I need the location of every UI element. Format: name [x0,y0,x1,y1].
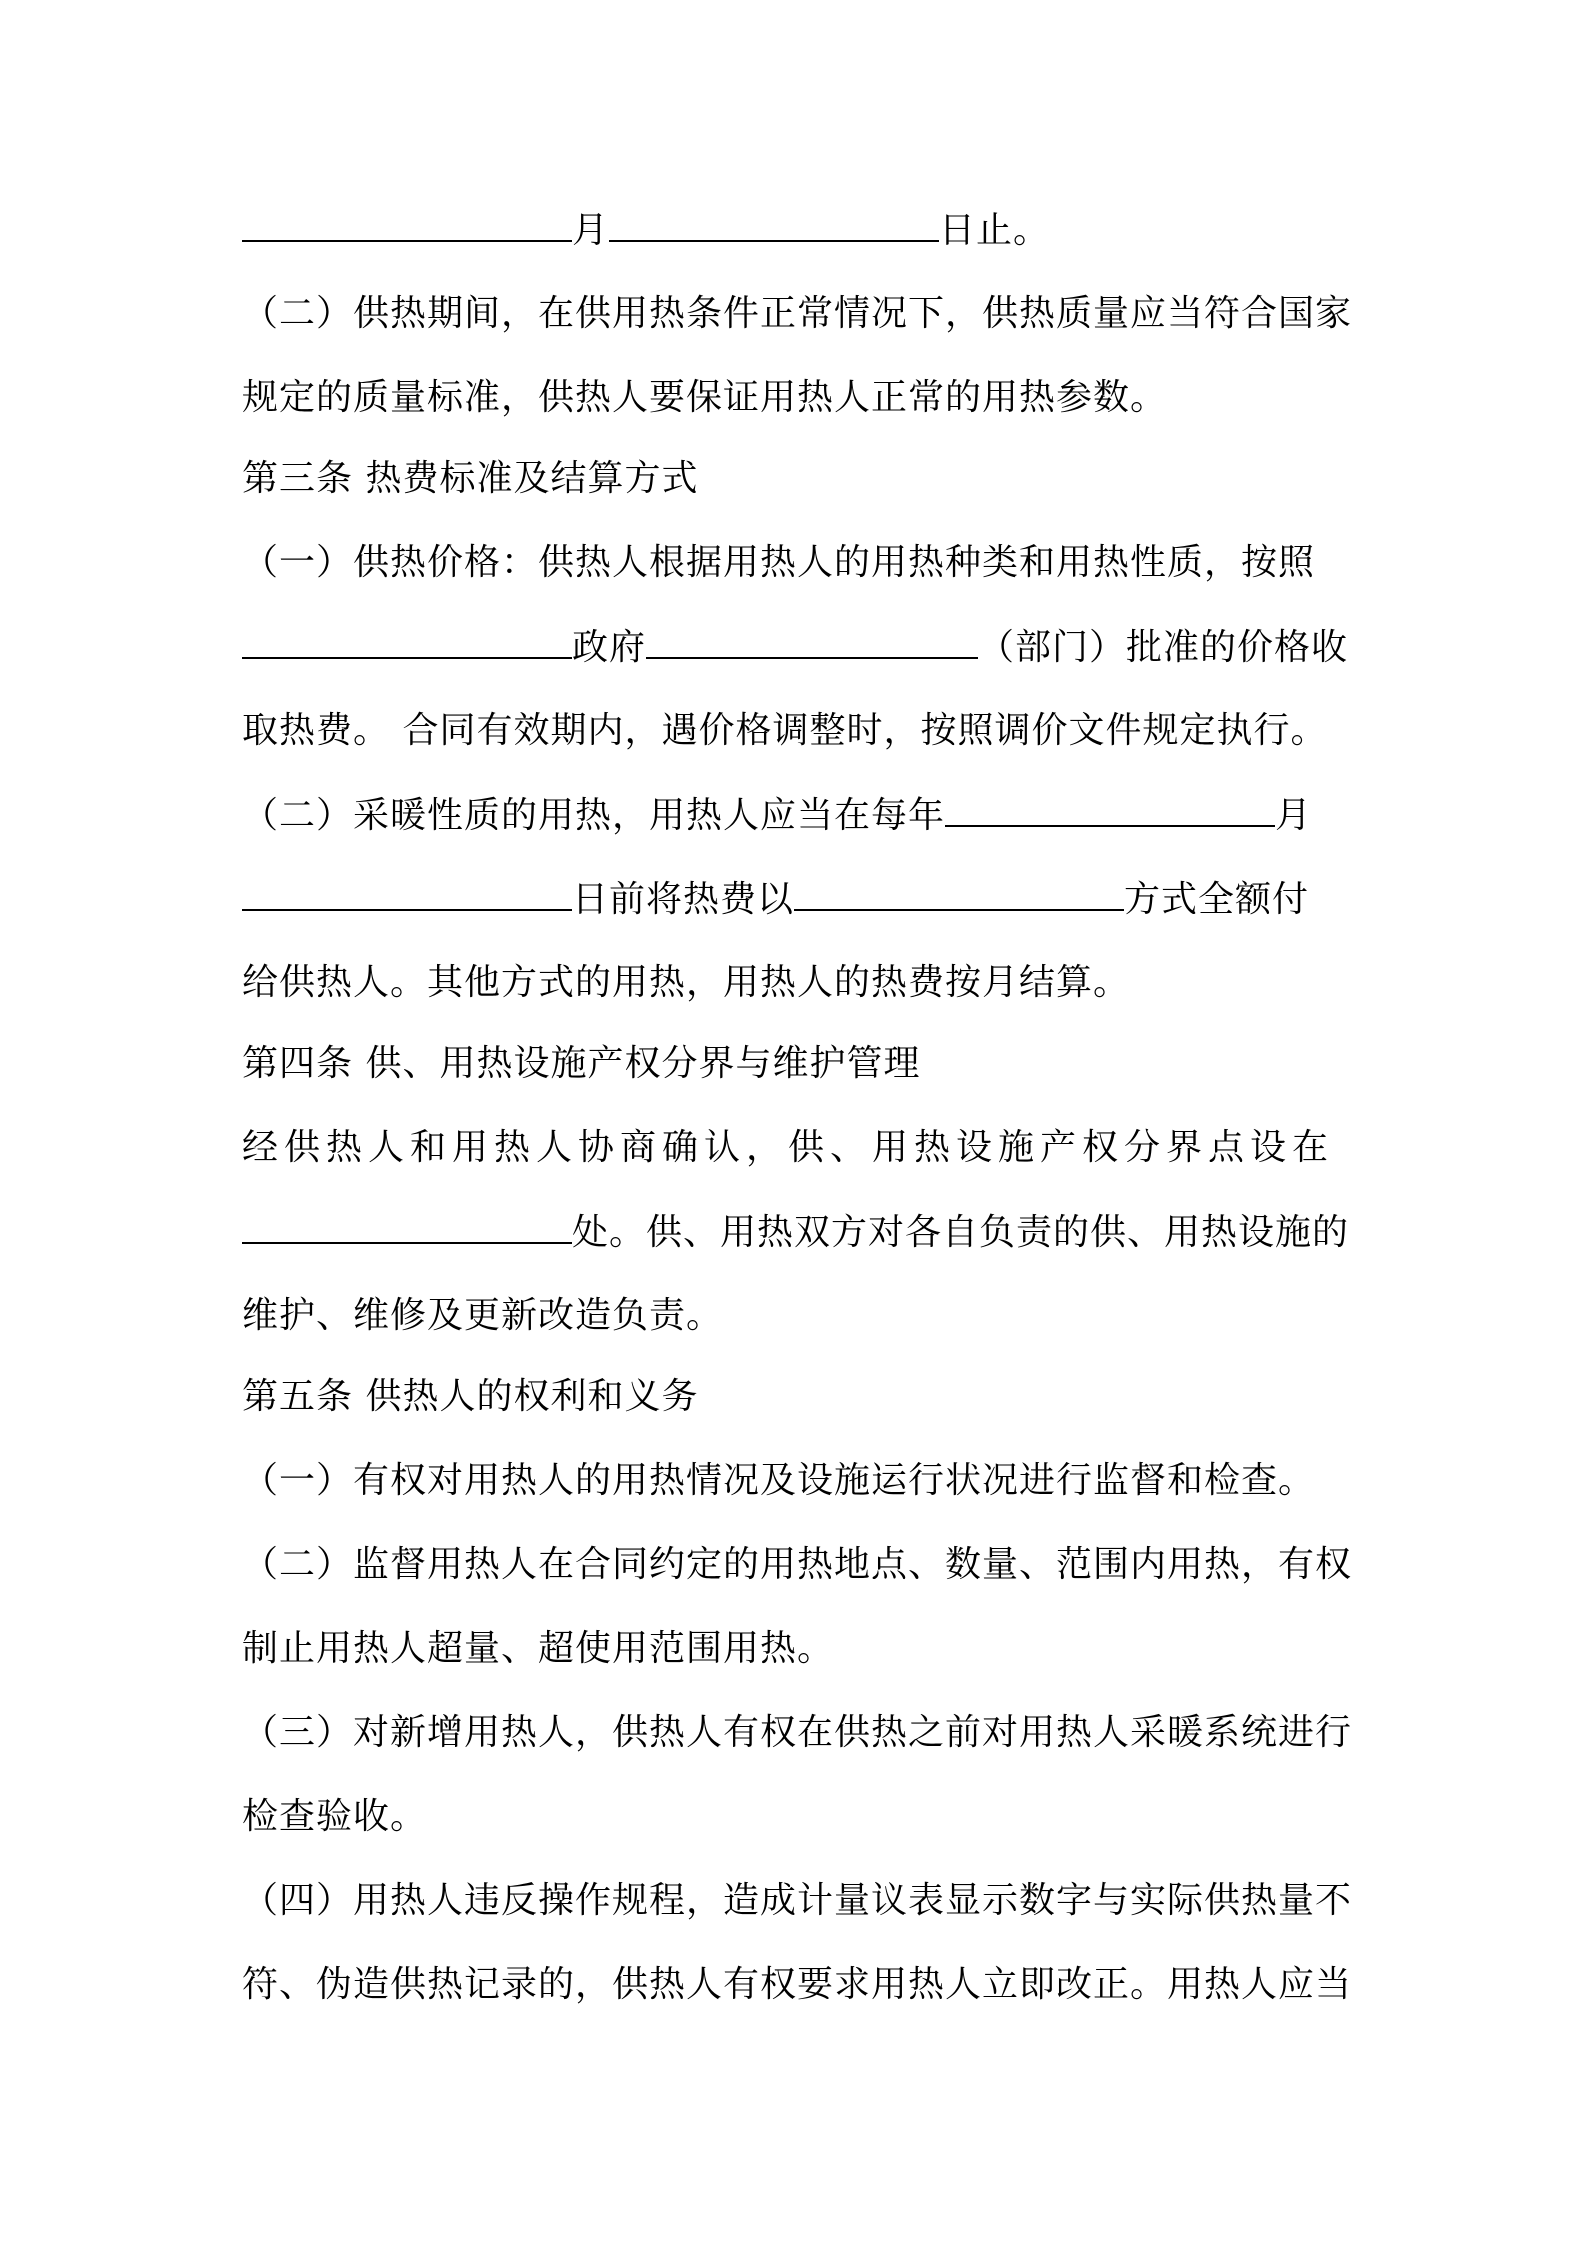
text-segment: （部门）批准的价格收 [978,627,1349,668]
paragraph-line: 符、伪造供热记录的，供热人有权要求用热人立即改正。用热人应当 [242,1964,1353,2005]
text-segment: 方式全额付 [1124,879,1310,920]
line-payment-method [242,869,1354,929]
line-price-authority [242,617,1354,677]
paragraph-line: （二）供热期间，在供用热条件正常情况下，供热质量应当符合国家 [242,293,1353,334]
blank-field[interactable] [242,617,572,659]
paragraph-line: 检查验收。 [242,1796,428,1837]
line-payment-date [242,785,1354,845]
blank-field[interactable] [242,1202,572,1244]
paragraph-line: （一）供热价格：供热人根据用热人的用热种类和用热性质，按照 [242,542,1316,583]
paragraph-line: 制止用热人超量、超使用范围用热。 [242,1628,835,1669]
paragraph-line: （三）对新增用热人，供热人有权在供热之前对用热人采暖系统进行 [242,1712,1353,1753]
article-heading: 第三条 热费标准及结算方式 [242,458,699,499]
blank-field[interactable] [646,617,978,659]
line-date-end [242,200,1354,260]
text-segment: 处。供、用热双方对各自负责的供、用热设施的 [572,1212,1350,1253]
paragraph-line: 维护、维修及更新改造负责。 [242,1295,724,1336]
paragraph-line: 经供热人和用热人协商确认，供、用热设施产权分界点设在 [242,1127,1335,1168]
blank-field[interactable] [242,200,572,242]
blank-field[interactable] [945,785,1275,827]
text-segment: （二）采暖性质的用热，用热人应当在每年 [242,795,946,836]
paragraph-line: （四）用热人违反操作规程，造成计量议表显示数字与实际供热量不 [242,1880,1353,1921]
article-heading: 第四条 供、用热设施产权分界与维护管理 [242,1043,921,1084]
blank-field[interactable] [794,869,1124,911]
text-segment: 日止。 [939,210,1051,251]
blank-field[interactable] [609,200,939,242]
text-segment: 月 [572,210,610,251]
text-segment: 政府 [572,627,647,668]
text-segment: 日前将热费以 [572,879,795,920]
paragraph-line: （一）有权对用热人的用热情况及设施运行状况进行监督和检查。 [242,1460,1316,1501]
text-segment: 月 [1275,795,1313,836]
paragraph-line: （二）监督用热人在合同约定的用热地点、数量、范围内用热，有权 [242,1544,1353,1585]
paragraph-line: 取热费。 合同有效期内，遇价格调整时，按照调价文件规定执行。 [242,710,1328,751]
paragraph-line: 给供热人。其他方式的用热，用热人的热费按月结算。 [242,962,1131,1003]
blank-field[interactable] [242,869,572,911]
paragraph-line: 规定的质量标准，供热人要保证用热人正常的用热参数。 [242,377,1168,418]
line-boundary-point [242,1202,1354,1262]
article-heading: 第五条 供热人的权利和义务 [242,1376,699,1417]
